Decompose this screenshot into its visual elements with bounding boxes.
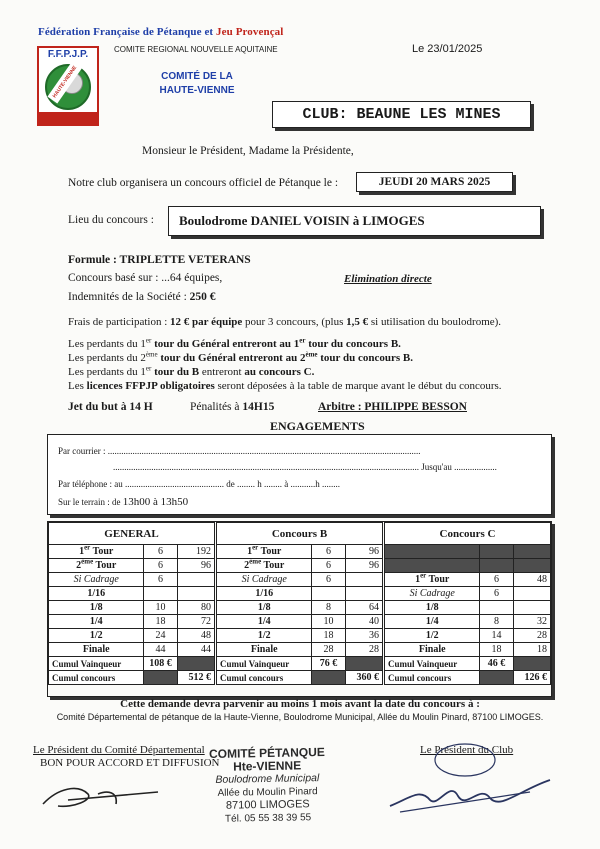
b-row-label: 2ème Tour [217,559,312,573]
c-row-value-b: 28 [513,629,550,643]
notice: Cette demande devra parvenir au moins 1 mois avant la date du concours à : [120,698,480,710]
general-row-value-b: 48 [177,629,214,643]
c-row-value-a: 14 [480,629,513,643]
general-row-value-a: 6 [144,573,177,587]
stamp-line2: Hte-VIENNE [233,758,302,774]
gray-cell [480,545,513,559]
bon-pour-accord: BON POUR ACCORD ET DIFFUSION [40,757,220,769]
c-row-label: 1/8 [385,601,480,615]
c-cumul-concours: 126 € [513,671,550,685]
general-cumul-vainqueur-label: Cumul Vainqueur [49,657,144,671]
general-row [49,587,215,601]
stamp-line4: Allée du Moulin Pinard [217,786,318,799]
b-row-value-a: 6 [312,545,345,559]
b-cumul-vainqueur: 76 € [312,657,345,671]
table-concours-b [216,522,383,685]
b-row [217,615,383,629]
b-row-value-b: 28 [345,643,382,657]
c-row-value-b: 18 [513,643,550,657]
c-row-value-b [513,587,550,601]
general-title: GENERAL [49,523,215,545]
c-row-value-a: 6 [480,573,513,587]
general-row-value-a: 44 [144,643,177,657]
b-title: Concours B [217,523,383,545]
c-row-value-a [480,601,513,615]
b-row [217,643,383,657]
general-row-value-a: 24 [144,629,177,643]
formule: Formule : TRIPLETTE VETERANS [68,254,251,266]
b-row-value-b: 96 [345,545,382,559]
logo-base [39,112,97,124]
c-title: Concours C [385,523,551,545]
c-row [385,629,551,643]
engagement-terrain: Sur le terrain : de 13h00 à 13h50 [58,496,189,508]
elimination: Elimination directe [344,273,432,285]
b-row [217,587,383,601]
b-row-label: 1/2 [217,629,312,643]
c-cumul-vainqueur-label: Cumul Vainqueur [385,657,480,671]
b-row-label: 1/4 [217,615,312,629]
b-row-label: Si Cadrage [217,573,312,587]
general-row-value-a: 6 [144,559,177,573]
gray-cell [513,657,550,671]
general-cumul-vainqueur: 108 € [144,657,177,671]
rule-1: Les perdants du 1er tour du Général entreront au 1er tour du concours B. [68,336,401,350]
general-row-value-b [177,587,214,601]
penalites: Pénalités à 14H15 [190,401,275,413]
general-row-value-b: 96 [177,559,214,573]
gray-cell [144,671,177,685]
general-row-value-b: 80 [177,601,214,615]
frais-participation: Frais de participation : 12 € par équipe pour 3 concours, (plus 1,5 € si utilisation du boulodrome). [68,316,502,328]
stamp-line1: COMITÉ PÉTANQUE [208,744,325,762]
c-row [385,573,551,587]
b-row-value-a: 6 [312,573,345,587]
concours-base: Concours basé sur : ...64 équipes, [68,272,223,284]
general-row-value-b: 192 [177,545,214,559]
gray-cell [480,559,513,573]
general-row-label: 2ème Tour [49,559,144,573]
general-row-label: 1/4 [49,615,144,629]
engagement-courrier-2: ........................................................................................................................................ Jusqu'au ................... [113,462,497,472]
logo-text: F.F.P.J.P. [39,48,97,62]
stamp-line6: Tél. 05 55 38 39 55 [224,812,312,825]
signature-comite [38,780,168,814]
b-row-value-a: 28 [312,643,345,657]
general-row [49,629,215,643]
event-date: JEUDI 20 MARS 2025 [356,172,513,192]
comite-regional: COMITE REGIONAL NOUVELLE AQUITAINE [114,45,278,54]
salutation: Monsieur le Président, Madame la Présidente, [142,145,354,157]
lieu-label: Lieu du concours : [68,214,154,226]
b-cumul-concours: 360 € [345,671,382,685]
c-row [385,643,551,657]
general-row-label: 1/16 [49,587,144,601]
general-row-label: 1er Tour [49,545,144,559]
general-row [49,615,215,629]
gray-cell [385,559,480,573]
b-row [217,629,383,643]
b-row [217,559,383,573]
general-row-value-a: 10 [144,601,177,615]
c-row-value-a: 8 [480,615,513,629]
engagements-title: ENGAGEMENTS [270,419,365,433]
c-row [385,587,551,601]
b-row-value-b: 36 [345,629,382,643]
comite-stamp [194,746,340,827]
b-row-value-a: 6 [312,559,345,573]
b-cumul-vainqueur-label: Cumul Vainqueur [217,657,312,671]
stamp-line5: 87100 LIMOGES [225,798,310,812]
general-row-label: 1/8 [49,601,144,615]
c-row-label: 1er Tour [385,573,480,587]
table-concours-c [384,522,551,685]
comite-line1: COMITÉ DE LA [161,71,233,82]
signature-club [380,740,560,830]
club-title: CLUB: BEAUNE LES MINES [272,101,531,128]
b-row-value-b [345,573,382,587]
b-row [217,545,383,559]
engagement-telephone: Par téléphone : au ............................................ de ........ h ........ à ...........h ........ [58,479,340,489]
gray-cell [513,545,550,559]
b-row-label: 1/8 [217,601,312,615]
comite-line2: HAUTE-VIENNE [159,85,235,96]
gray-cell [513,559,550,573]
c-row [385,601,551,615]
general-row [49,643,215,657]
general-row [49,559,215,573]
lieu-value: Boulodrome DANIEL VOISIN à LIMOGES [168,206,541,236]
b-row-label: 1er Tour [217,545,312,559]
c-row-label: Si Cadrage [385,587,480,601]
gray-cell [480,671,513,685]
gray-cell [345,657,382,671]
b-rows [217,545,383,657]
rule-2: Les perdants du 2ème tour du Général entreront au 2ème tour du concours B. [68,350,413,364]
logo-band: HAUTE-VIENNE [47,61,82,104]
jet-du-but: Jet du but à 14 H [68,401,153,413]
engagements-box [47,434,552,515]
gray-cell [385,545,480,559]
b-row-value-a: 10 [312,615,345,629]
table-general [48,522,215,685]
c-row-label: 1/2 [385,629,480,643]
b-row [217,573,383,587]
rule-3: Les perdants du 1er tour du B entreront au concours C. [68,364,315,378]
b-cumul-concours-label: Cumul concours [217,671,312,685]
stamp-line3: Boulodrome Municipal [215,772,320,786]
c-row-value-b: 32 [513,615,550,629]
comite-haute-vienne [142,70,252,98]
general-row-value-b: 44 [177,643,214,657]
b-row-value-b: 64 [345,601,382,615]
c-row-value-a: 6 [480,587,513,601]
c-row-label: Finale [385,643,480,657]
ffpjp-logo [37,46,99,126]
b-row-value-b: 40 [345,615,382,629]
b-row-value-b [345,587,382,601]
c-row-value-a: 18 [480,643,513,657]
c-cumul-vainqueur: 46 € [480,657,513,671]
b-row-value-a [312,587,345,601]
b-row-value-a: 18 [312,629,345,643]
general-row-label: Si Cadrage [49,573,144,587]
general-row-label: Finale [49,643,144,657]
notice-address: Comité Départemental de pétanque de la Haute-Vienne, Boulodrome Municipal, Allée du Moulin Pinard, 87100 LIMOGES. [56,712,544,722]
general-row-value-a: 18 [144,615,177,629]
general-cumul-concours-label: Cumul concours [49,671,144,685]
general-row-label: 1/2 [49,629,144,643]
arbitre: Arbitre : PHILIPPE BESSON [318,401,467,413]
document-date: Le 23/01/2025 [412,43,483,55]
general-rows [49,545,215,657]
c-row-label: 1/4 [385,615,480,629]
c-row [385,615,551,629]
gray-cell [312,671,345,685]
general-row-value-b: 72 [177,615,214,629]
b-row-label: Finale [217,643,312,657]
c-row-value-b [513,601,550,615]
b-row-value-b: 96 [345,559,382,573]
indemnites: Indemnités de la Société : 250 € [68,291,216,303]
federation-title: Fédération Française de Pétanque et Jeu Provençal [38,26,284,38]
general-row [49,573,215,587]
general-cumul-concours: 512 € [177,671,214,685]
rule-4: Les licences FFPJP obligatoires seront déposées à la table de marque avant le début du concours. [68,380,502,392]
general-row-value-a: 6 [144,545,177,559]
b-row [217,601,383,615]
general-row-value-b [177,573,214,587]
c-row-value-b: 48 [513,573,550,587]
president-club: Le Président du Club [420,744,514,756]
president-comite: Le Président du Comité Départemental [33,744,205,756]
general-row-value-a [144,587,177,601]
b-row-value-a: 8 [312,601,345,615]
organise-label: Notre club organisera un concours officiel de Pétanque le : [68,177,339,189]
general-row [49,545,215,559]
c-rows [385,573,551,657]
c-cumul-concours-label: Cumul concours [385,671,480,685]
engagement-courrier: Par courrier : ........................................................................................................................................... [58,446,421,456]
gray-cell [177,657,214,671]
b-row-label: 1/16 [217,587,312,601]
general-row [49,601,215,615]
